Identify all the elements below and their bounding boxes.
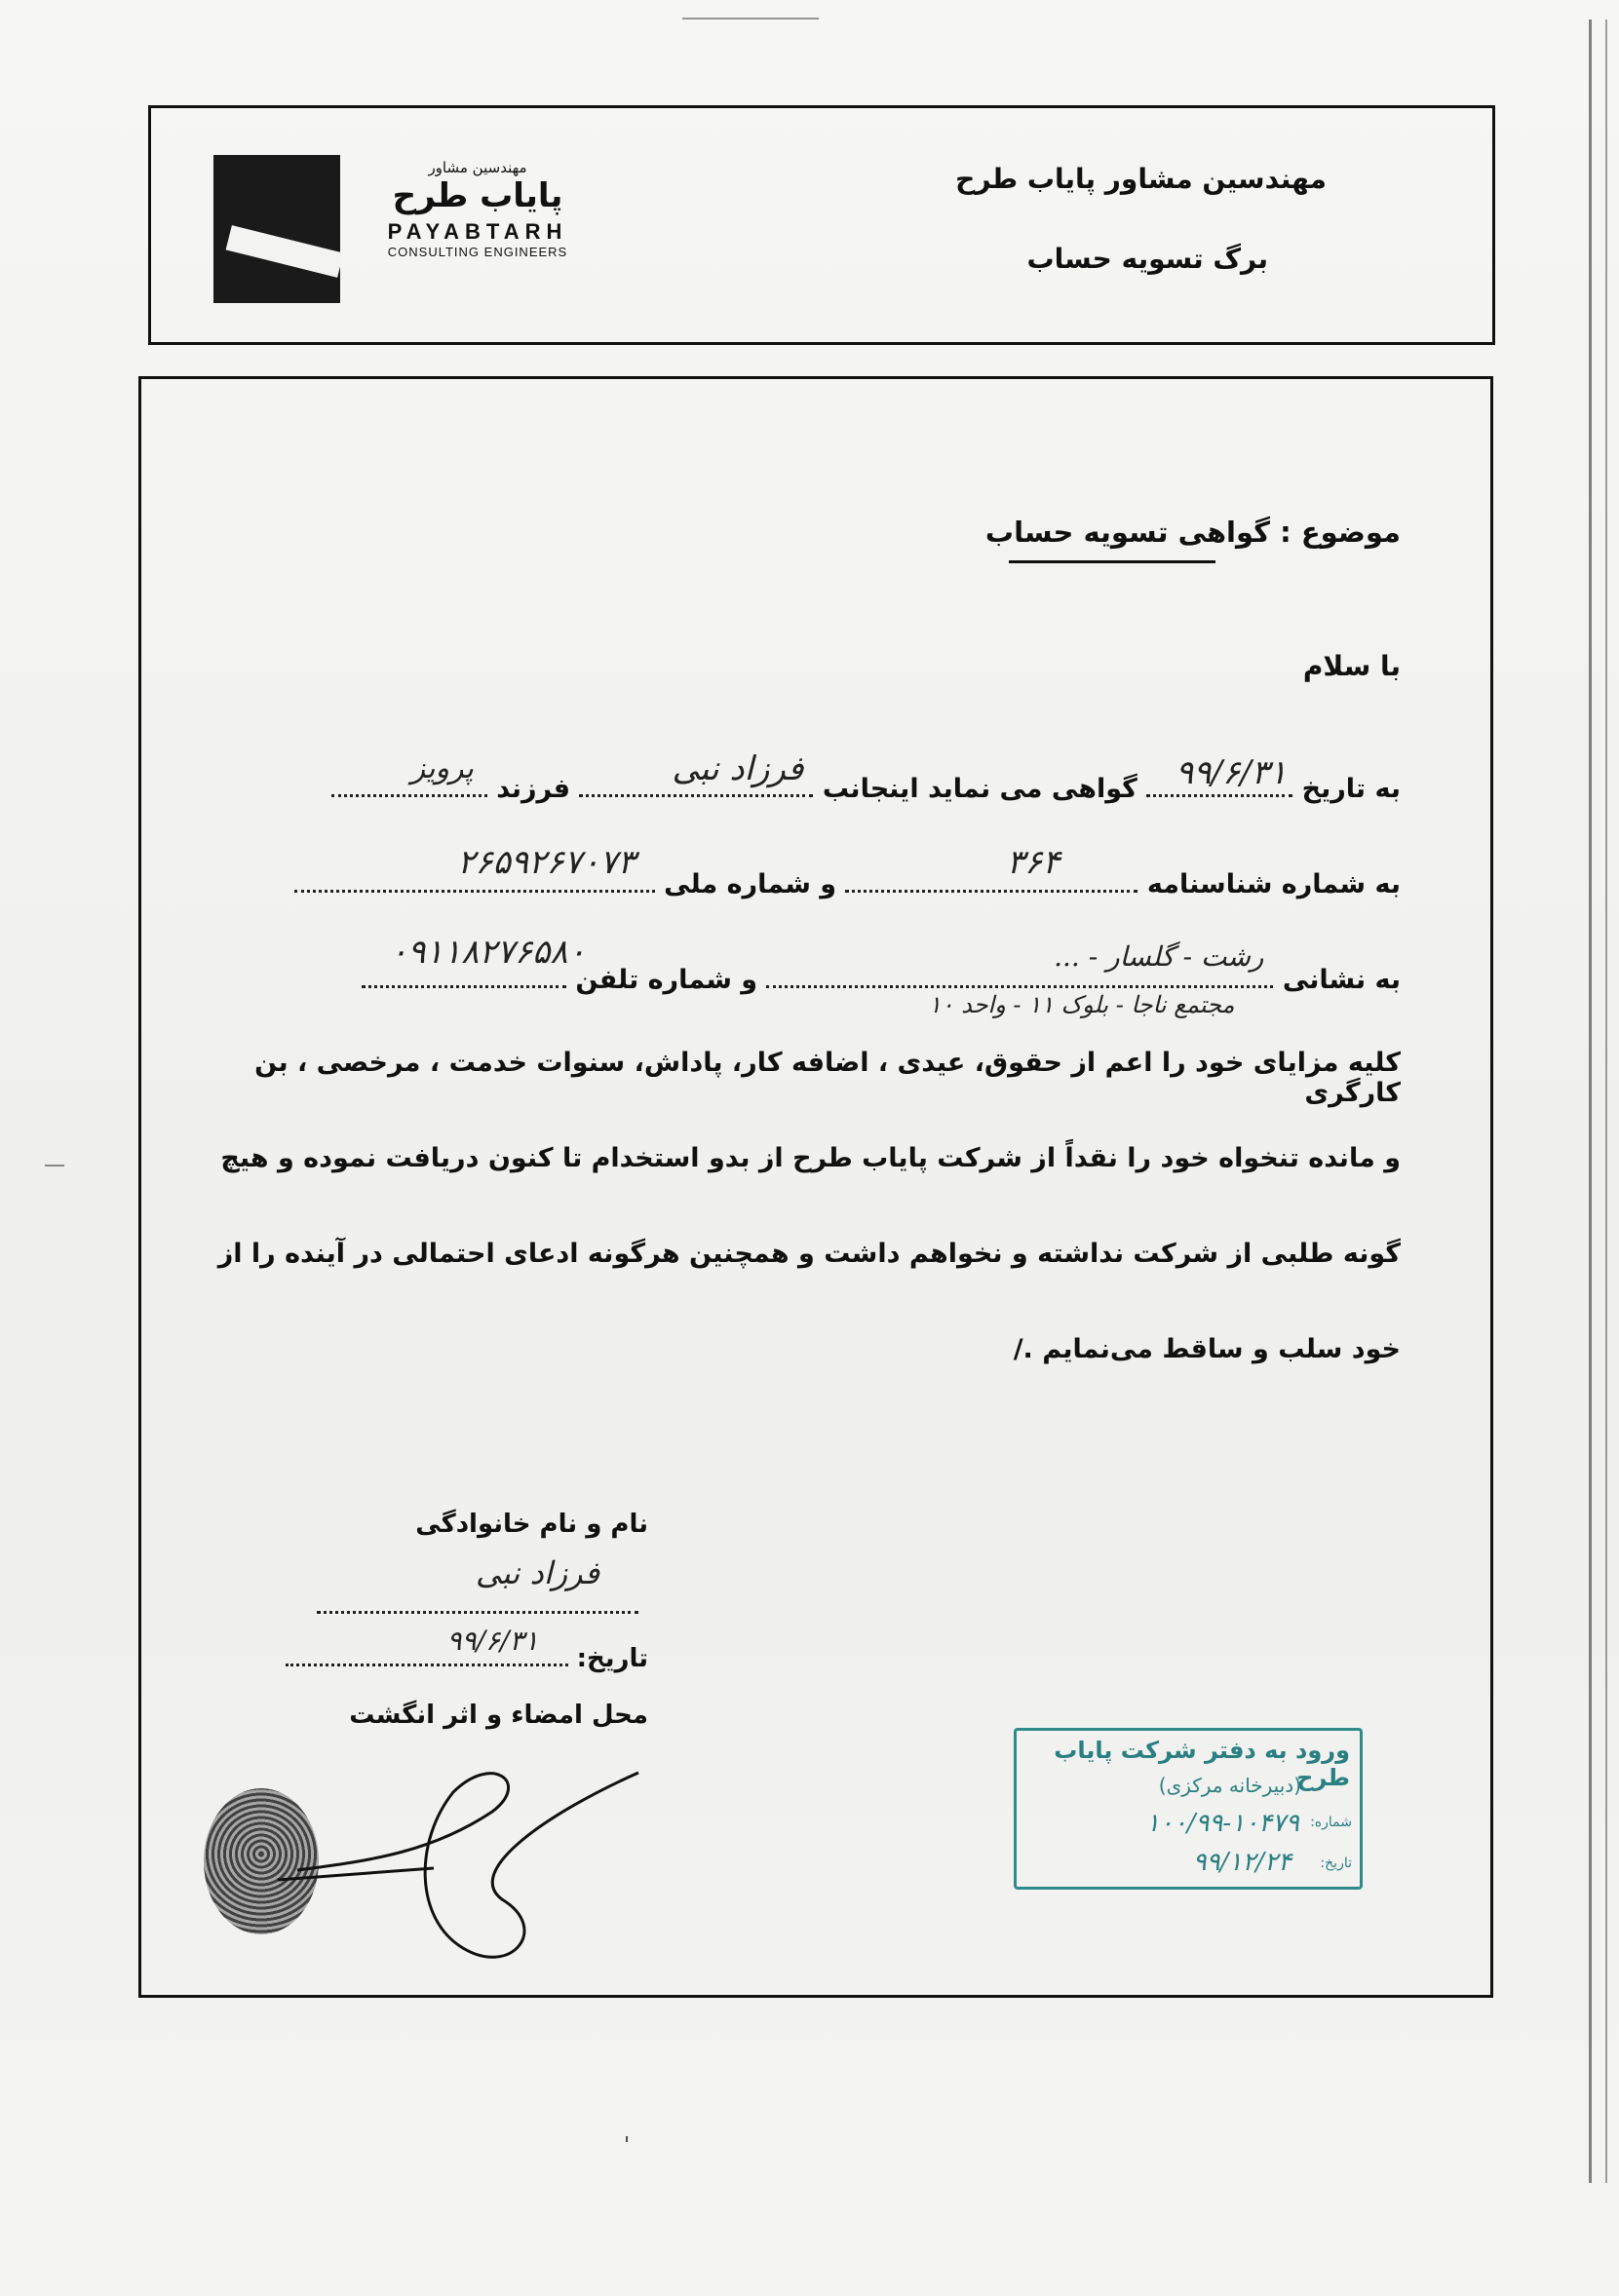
- signature-date-label: تاریخ:: [576, 1644, 648, 1673]
- margin-mark: [45, 1165, 64, 1167]
- letter-greeting: با سلام: [1302, 650, 1401, 682]
- name-field: [579, 749, 813, 797]
- stamp-number-label: شماره:: [1310, 1815, 1352, 1830]
- address-handwritten-2: مجتمع ناجا - بلوک ۱۱ - واحد ۱۰: [928, 991, 1235, 1018]
- letter-line-1: [331, 749, 1401, 804]
- id-handwritten: ۳۶۴: [1006, 843, 1060, 882]
- sign-label: محل امضاء و اثر انگشت: [349, 1701, 648, 1730]
- logo-fa-small: مهندسین مشاور: [428, 159, 527, 176]
- handwritten-signature: [239, 1753, 648, 1987]
- logo-stripe: [226, 225, 344, 278]
- line1-mid: گواهی می نماید اینجانب: [822, 774, 1137, 804]
- company-logo-text: [351, 159, 604, 259]
- address-handwritten: رشت - گلسار - ...: [1054, 940, 1264, 973]
- letter-line-3: [362, 933, 1401, 1018]
- signature-name-field: [317, 1554, 638, 1614]
- header-subtitle: برگ تسویه حساب: [1026, 243, 1268, 275]
- line1-child-of: فرزند: [496, 774, 571, 804]
- body-line-1: کلیه مزایای خود را اعم از حقوق، عیدی ، اضافه کار، پاداش، سنوات خدمت ، مرخصی ، بن کارگری: [254, 1048, 1401, 1108]
- address-field: [766, 940, 1273, 1018]
- phone-field: [362, 933, 586, 988]
- body-line-3: گونه طلبی از شرکت نداشته و نخواهم داشت و همچنین هرگونه ادعای احتمالی در آینده را از: [217, 1239, 1401, 1269]
- body-line-2: و مانده تنخواه خود را نقداً از شرکت پایاب طرح از بدو استخدام تا کنون دریافت نموده و هیچ: [220, 1143, 1401, 1173]
- date-field: [1146, 753, 1292, 797]
- logo-fa-name: پایاب طرح: [392, 176, 563, 215]
- stamp-title: ورود به دفتر شرکت پایاب طرح: [1054, 1737, 1350, 1791]
- logo-en-name: PAYABTARH: [387, 219, 568, 244]
- national-id-field: [294, 843, 655, 893]
- line2-prefix: به شماره شناسنامه: [1146, 869, 1401, 899]
- letter-box: [138, 376, 1493, 1998]
- header-title: مهندسین مشاور پایاب طرح: [955, 163, 1327, 195]
- office-entry-stamp: [1014, 1728, 1363, 1890]
- line1-prefix: به تاریخ: [1301, 774, 1401, 804]
- id-number-field: [845, 843, 1137, 893]
- stamp-subtitle: (دبیرخانه مرکزی): [1158, 1774, 1301, 1797]
- letter-line-2: [294, 843, 1401, 899]
- subject-underline: [1009, 560, 1215, 563]
- stamp-number-value: ۱۰۰/۹۹-۱۰۴۷۹: [1145, 1809, 1299, 1838]
- logo-en-sub: CONSULTING ENGINEERS: [387, 245, 568, 259]
- signature-date-row: [286, 1625, 648, 1673]
- scan-footer-mark: ˈ: [624, 2134, 631, 2159]
- national-id-handwritten: ۲۶۵۹۲۶۷۰۷۳: [457, 843, 636, 882]
- father-handwritten: پرویز: [410, 751, 474, 785]
- scan-edge-right: [1589, 19, 1607, 2183]
- father-field: [331, 751, 487, 797]
- name-label: نام و نام خانوادگی: [415, 1510, 648, 1539]
- letter-subject: موضوع : گواهی تسویه حساب: [984, 516, 1401, 549]
- signature-date-field: [286, 1625, 568, 1666]
- stamp-date-label: تاریخ:: [1320, 1856, 1352, 1871]
- signature-name-handwritten: فرزاد نبی: [476, 1554, 599, 1591]
- signature-date-handwritten: ۹۹/۶/۳۱: [446, 1625, 539, 1657]
- line3-prefix: به نشانی: [1282, 965, 1401, 995]
- company-logo-mark: [213, 155, 340, 303]
- stamp-date-value: ۹۹/۱۲/۲۴: [1192, 1848, 1291, 1877]
- header-box: [148, 105, 1495, 345]
- scan-edge-top: [682, 0, 819, 19]
- phone-handwritten: ۰۹۱۱۸۲۷۶۵۸۰: [390, 933, 586, 972]
- line2-mid: و شماره ملی: [664, 869, 837, 899]
- name-handwritten: فرزاد نبی: [672, 749, 804, 788]
- date-handwritten: ۹۹/۶/۳۱: [1176, 753, 1288, 792]
- body-line-4: خود سلب و ساقط می‌نمایم ./: [1013, 1334, 1401, 1364]
- line3-mid: و شماره تلفن: [575, 965, 758, 995]
